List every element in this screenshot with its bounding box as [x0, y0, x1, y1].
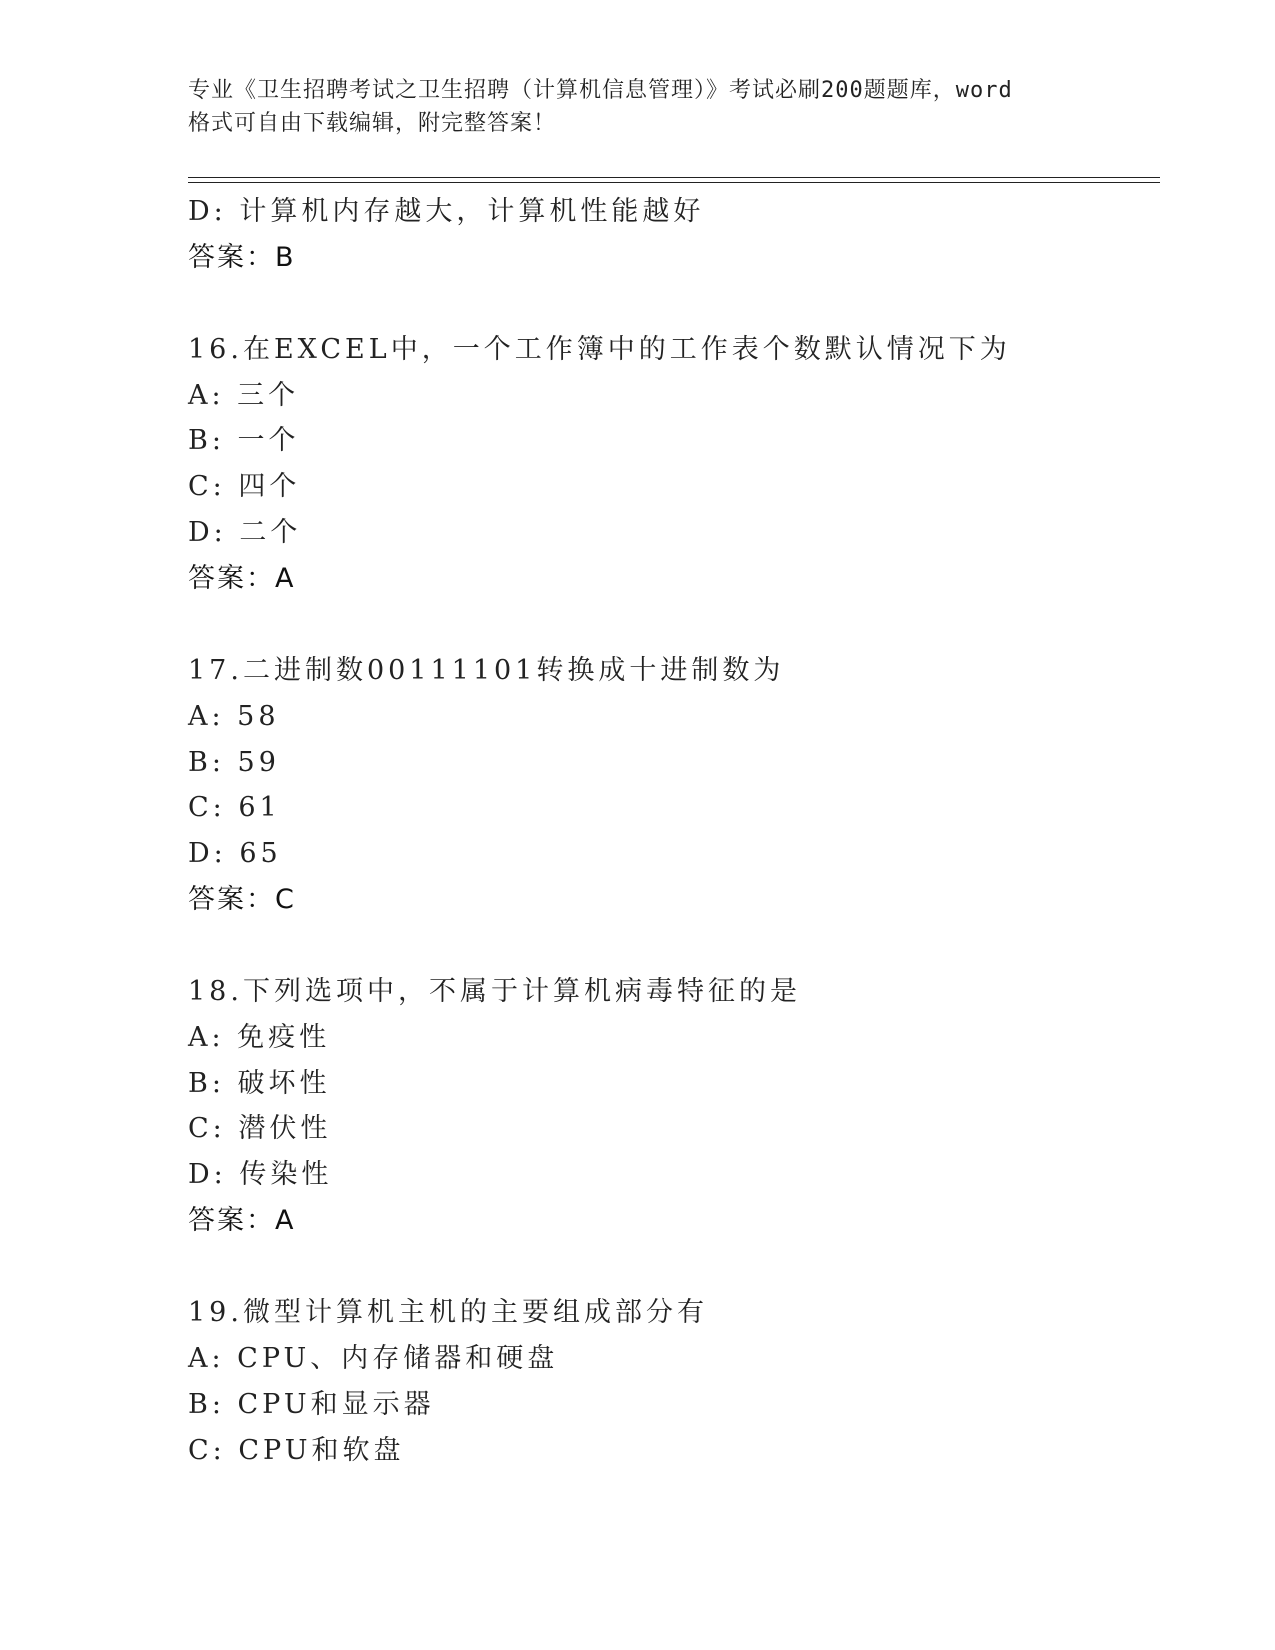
option-a: A: 58	[188, 700, 280, 732]
option-a: A: 三个	[188, 379, 300, 411]
spacer	[188, 281, 1168, 327]
spacer	[188, 923, 1168, 969]
option-d: D: 二个	[188, 517, 302, 549]
answer-line: 答案：A	[188, 562, 296, 594]
question-list	[188, 189, 1168, 1473]
spacer	[188, 1244, 1168, 1290]
answer-line: 答案：C	[188, 883, 296, 915]
question-stem: 17.二进制数00111101转换成十进制数为	[188, 654, 785, 686]
question-block-16	[188, 327, 1168, 602]
question-block-18	[188, 969, 1168, 1244]
option-b: B: CPU和显示器	[188, 1388, 435, 1420]
option-b: B: 59	[188, 746, 280, 778]
option-c: C: 四个	[188, 471, 301, 503]
question-block-15	[188, 189, 1168, 281]
question-block-19	[188, 1290, 1168, 1473]
option-d: D: 计算机内存越大，计算机性能越好	[188, 196, 705, 227]
option-c: C: 潜伏性	[188, 1113, 332, 1145]
header-divider-bottom	[188, 182, 1160, 183]
header-line-2: 格式可自由下载编辑，附完整答案！	[188, 111, 557, 136]
question-stem: 19.微型计算机主机的主要组成部分有	[188, 1297, 708, 1329]
question-stem: 16.在EXCEL中，一个工作簿中的工作表个数默认情况下为	[188, 333, 1011, 365]
option-c: C: CPU和软盘	[188, 1434, 405, 1466]
option-d: D: 65	[188, 838, 282, 870]
question-block-17	[188, 648, 1168, 923]
answer-line: 答案：B	[188, 241, 296, 273]
option-b: B: 一个	[188, 425, 300, 457]
option-d: D: 传染性	[188, 1159, 333, 1191]
option-a: A: 免疫性	[188, 1021, 331, 1053]
document-header	[188, 74, 1088, 140]
option-a: A: CPU、内存储器和硬盘	[188, 1342, 559, 1374]
header-divider-top	[188, 177, 1160, 178]
question-stem: 18.下列选项中，不属于计算机病毒特征的是	[188, 976, 801, 1008]
option-b: B: 破坏性	[188, 1067, 331, 1099]
header-line-1: 专业《卫生招聘考试之卫生招聘（计算机信息管理）》考试必刷200题题库，word	[188, 78, 1013, 103]
option-c: C: 61	[188, 792, 281, 824]
spacer	[188, 602, 1168, 648]
answer-line: 答案：A	[188, 1205, 296, 1237]
